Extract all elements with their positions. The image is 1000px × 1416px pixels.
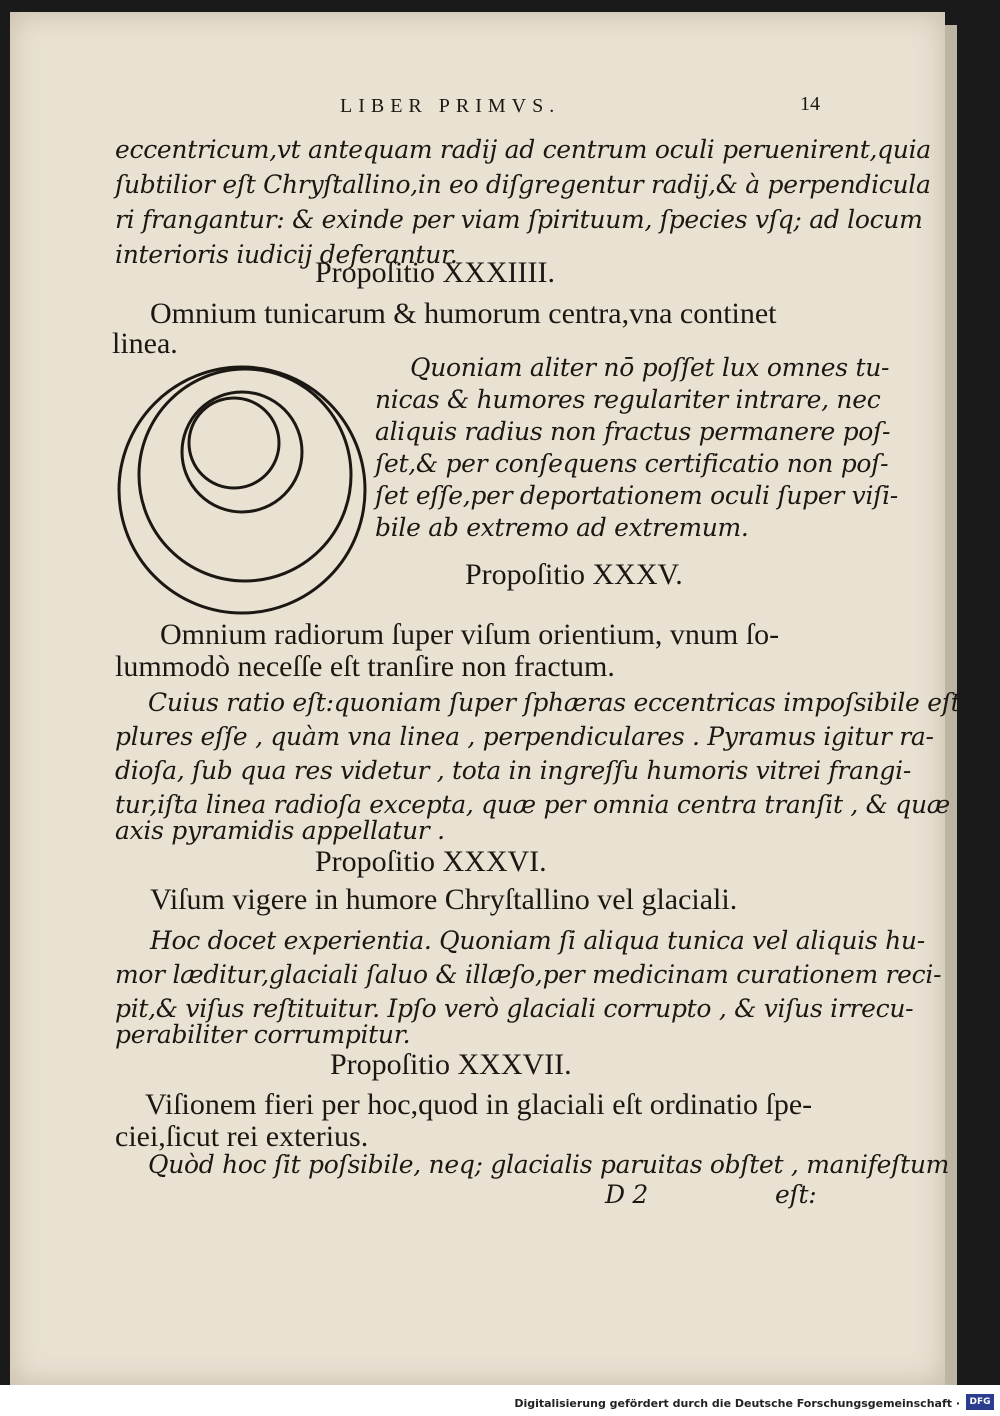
text-line: Quòd hoc ſit poſsibile, neq; glacialis paruitas obſtet , manifeſtum: [148, 1150, 950, 1179]
text-line: axis pyramidis appellatur .: [115, 816, 445, 845]
text-line: pit,& viſus reſtituitur. Ipſo verò glaciali corrupto , & viſus irrecu-: [115, 994, 914, 1023]
proposition-statement: ciei,ſicut rei exterius.: [115, 1120, 369, 1153]
outer-circle: [119, 367, 365, 613]
text-line: Quoniam aliter nō poſſet lux omnes tu-: [410, 353, 890, 382]
proposition-heading: Propoſitio XXXV.: [465, 558, 683, 591]
text-line: mor læditur,glaciali ſaluo & illæſo,per medicinam curationem reci-: [115, 960, 942, 989]
proposition-statement: Omnium radiorum ſuper viſum orientium, vnum ſo-: [160, 618, 780, 651]
text-line: interioris iudicij deferantur.: [115, 240, 458, 269]
proposition-statement: Omnium tunicarum & humorum centra,vna continet: [150, 297, 777, 330]
dfg-logo-icon: DFG: [966, 1394, 994, 1410]
proposition-heading: Propoſitio XXXVII.: [330, 1048, 572, 1081]
text-line: eccentricum,vt antequam radij ad centrum oculi peruenirent,quia: [115, 135, 931, 164]
lens-circle-large: [182, 392, 302, 512]
text-line: ri frangantur: & exinde per viam ſpirituum, ſpecies vſq; ad locum: [115, 205, 923, 234]
footer-credit: Digitalisierung gefördert durch die Deutsche Forschungsgemeinschaft ·: [514, 1397, 960, 1410]
text-line: ſet eſſe,per deportationem oculi ſuper viſi-: [375, 481, 898, 510]
text-line: dioſa, ſub qua res videtur , tota in ingreſſu humoris vitrei frangi-: [115, 756, 911, 785]
text-line: nicas & humores regulariter intrare, nec: [375, 385, 881, 414]
running-head: LIBER PRIMVS.: [340, 95, 561, 117]
eye-diagram: [112, 360, 372, 620]
folio-number: 14: [800, 93, 820, 115]
text-line: aliquis radius non fractus permanere poſ-: [375, 417, 891, 446]
signature-mark: D 2: [605, 1180, 648, 1209]
text-line: bile ab extremo ad extremum.: [375, 513, 749, 542]
catchword: eſt:: [775, 1180, 817, 1209]
proposition-heading: Propoſitio XXXIIII.: [315, 256, 555, 289]
proposition-statement: Viſum vigere in humore Chryſtallino vel glaciali.: [150, 883, 738, 916]
text-line: plures eſſe , quàm vna linea , perpendiculares . Pyramus igitur ra-: [115, 722, 934, 751]
footer-bar: [0, 1385, 1000, 1416]
text-line: Hoc docet experientia. Quoniam ſi aliqua tunica vel aliquis hu-: [150, 926, 925, 955]
proposition-statement: Viſionem fieri per hoc,quod in glaciali eſt ordinatio ſpe-: [145, 1088, 813, 1121]
text-line: perabiliter corrumpitur.: [115, 1020, 411, 1049]
text-line: ſubtilior eſt Chryſtallino,in eo diſgregentur radij,& à perpendicula: [115, 170, 931, 199]
lens-circle-small: [189, 398, 279, 488]
text-line: tur,iſta linea radioſa excepta, quæ per omnia centra tranſit , & quæ: [115, 790, 950, 819]
proposition-statement: linea.: [112, 327, 178, 360]
text-line: Cuius ratio eſt:quoniam ſuper ſphæras eccentricas impoſsibile eſt: [148, 688, 961, 717]
proposition-heading: Propoſitio XXXVI.: [315, 845, 547, 878]
text-line: ſet,& per conſequens certificatio non poſ-: [375, 449, 889, 478]
proposition-statement: lummodò neceſſe eſt tranſire non fractum.: [115, 650, 615, 683]
